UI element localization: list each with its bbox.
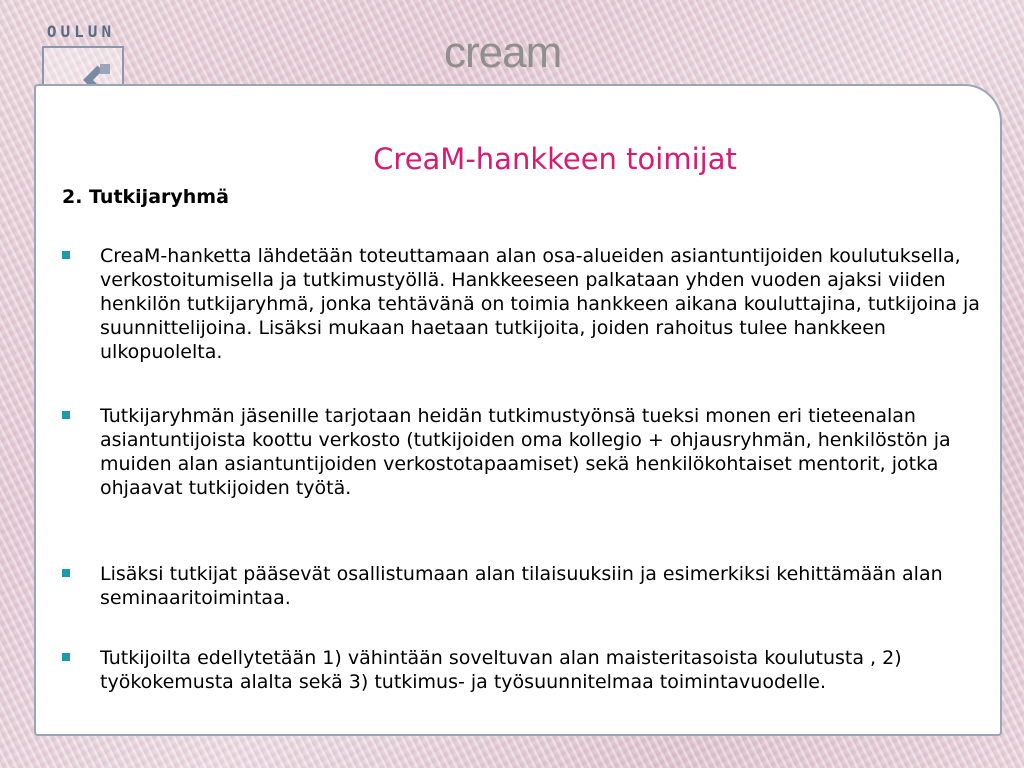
bullet-text: Lisäksi tutkijat pääsevät osallistumaan alan tilaisuuksiin ja esimerkiksi kehittämään alan seminaaritoimintaa. xyxy=(100,563,943,609)
logo-top-text: OULUN xyxy=(46,22,116,41)
brand-wordmark: cream xyxy=(444,28,562,77)
bullet-text: CreaM-hanketta lähdetään toteuttamaan alan osa-alueiden asiantuntijoiden koulutuksella, verkostoitumisella ja tutkimustyöllä. Hankkeeseen palkataan yhden vuoden ajaksi viiden henkilön tutkijaryhmä, jonka tehtävänä on toimia hankkeen aikana kouluttajina, tutkijoina ja suunnittelijoina. Lisäksi mukaan haetaan tutkijoita, joiden rahoitus tulee hankkeen ulkopuolelta. xyxy=(100,245,980,363)
square-bullet-icon xyxy=(62,653,70,661)
bullet-text: Tutkijaryhmän jäsenille tarjotaan heidän tutkimustyönsä tueksi monen eri tieteenalan asiantuntijoista koottu verkosto (tutkijoiden oma kollegio + ohjausryhmän, henkilöstön ja muiden alan asiantuntijoiden verkostotapaamiset) sekä henkilökohtaiset mentorit, jotka ohjaavat tutkijoiden työtä. xyxy=(100,405,951,499)
square-bullet-icon xyxy=(62,569,70,577)
bullet-text: Tutkijoilta edellytetään 1) vähintään soveltuvan alan maisteritasoista koulutusta , 2) työkokemusta alalta sekä 3) tutkimus- ja työsuunnitelmaa toimintavuodelle. xyxy=(100,647,902,693)
slide-subtitle: 2. Tutkijaryhmä xyxy=(62,186,229,208)
square-bullet-icon xyxy=(62,251,70,259)
slide-title: CreaM-hankkeen toimijat xyxy=(373,142,737,176)
square-bullet-icon xyxy=(62,411,70,419)
